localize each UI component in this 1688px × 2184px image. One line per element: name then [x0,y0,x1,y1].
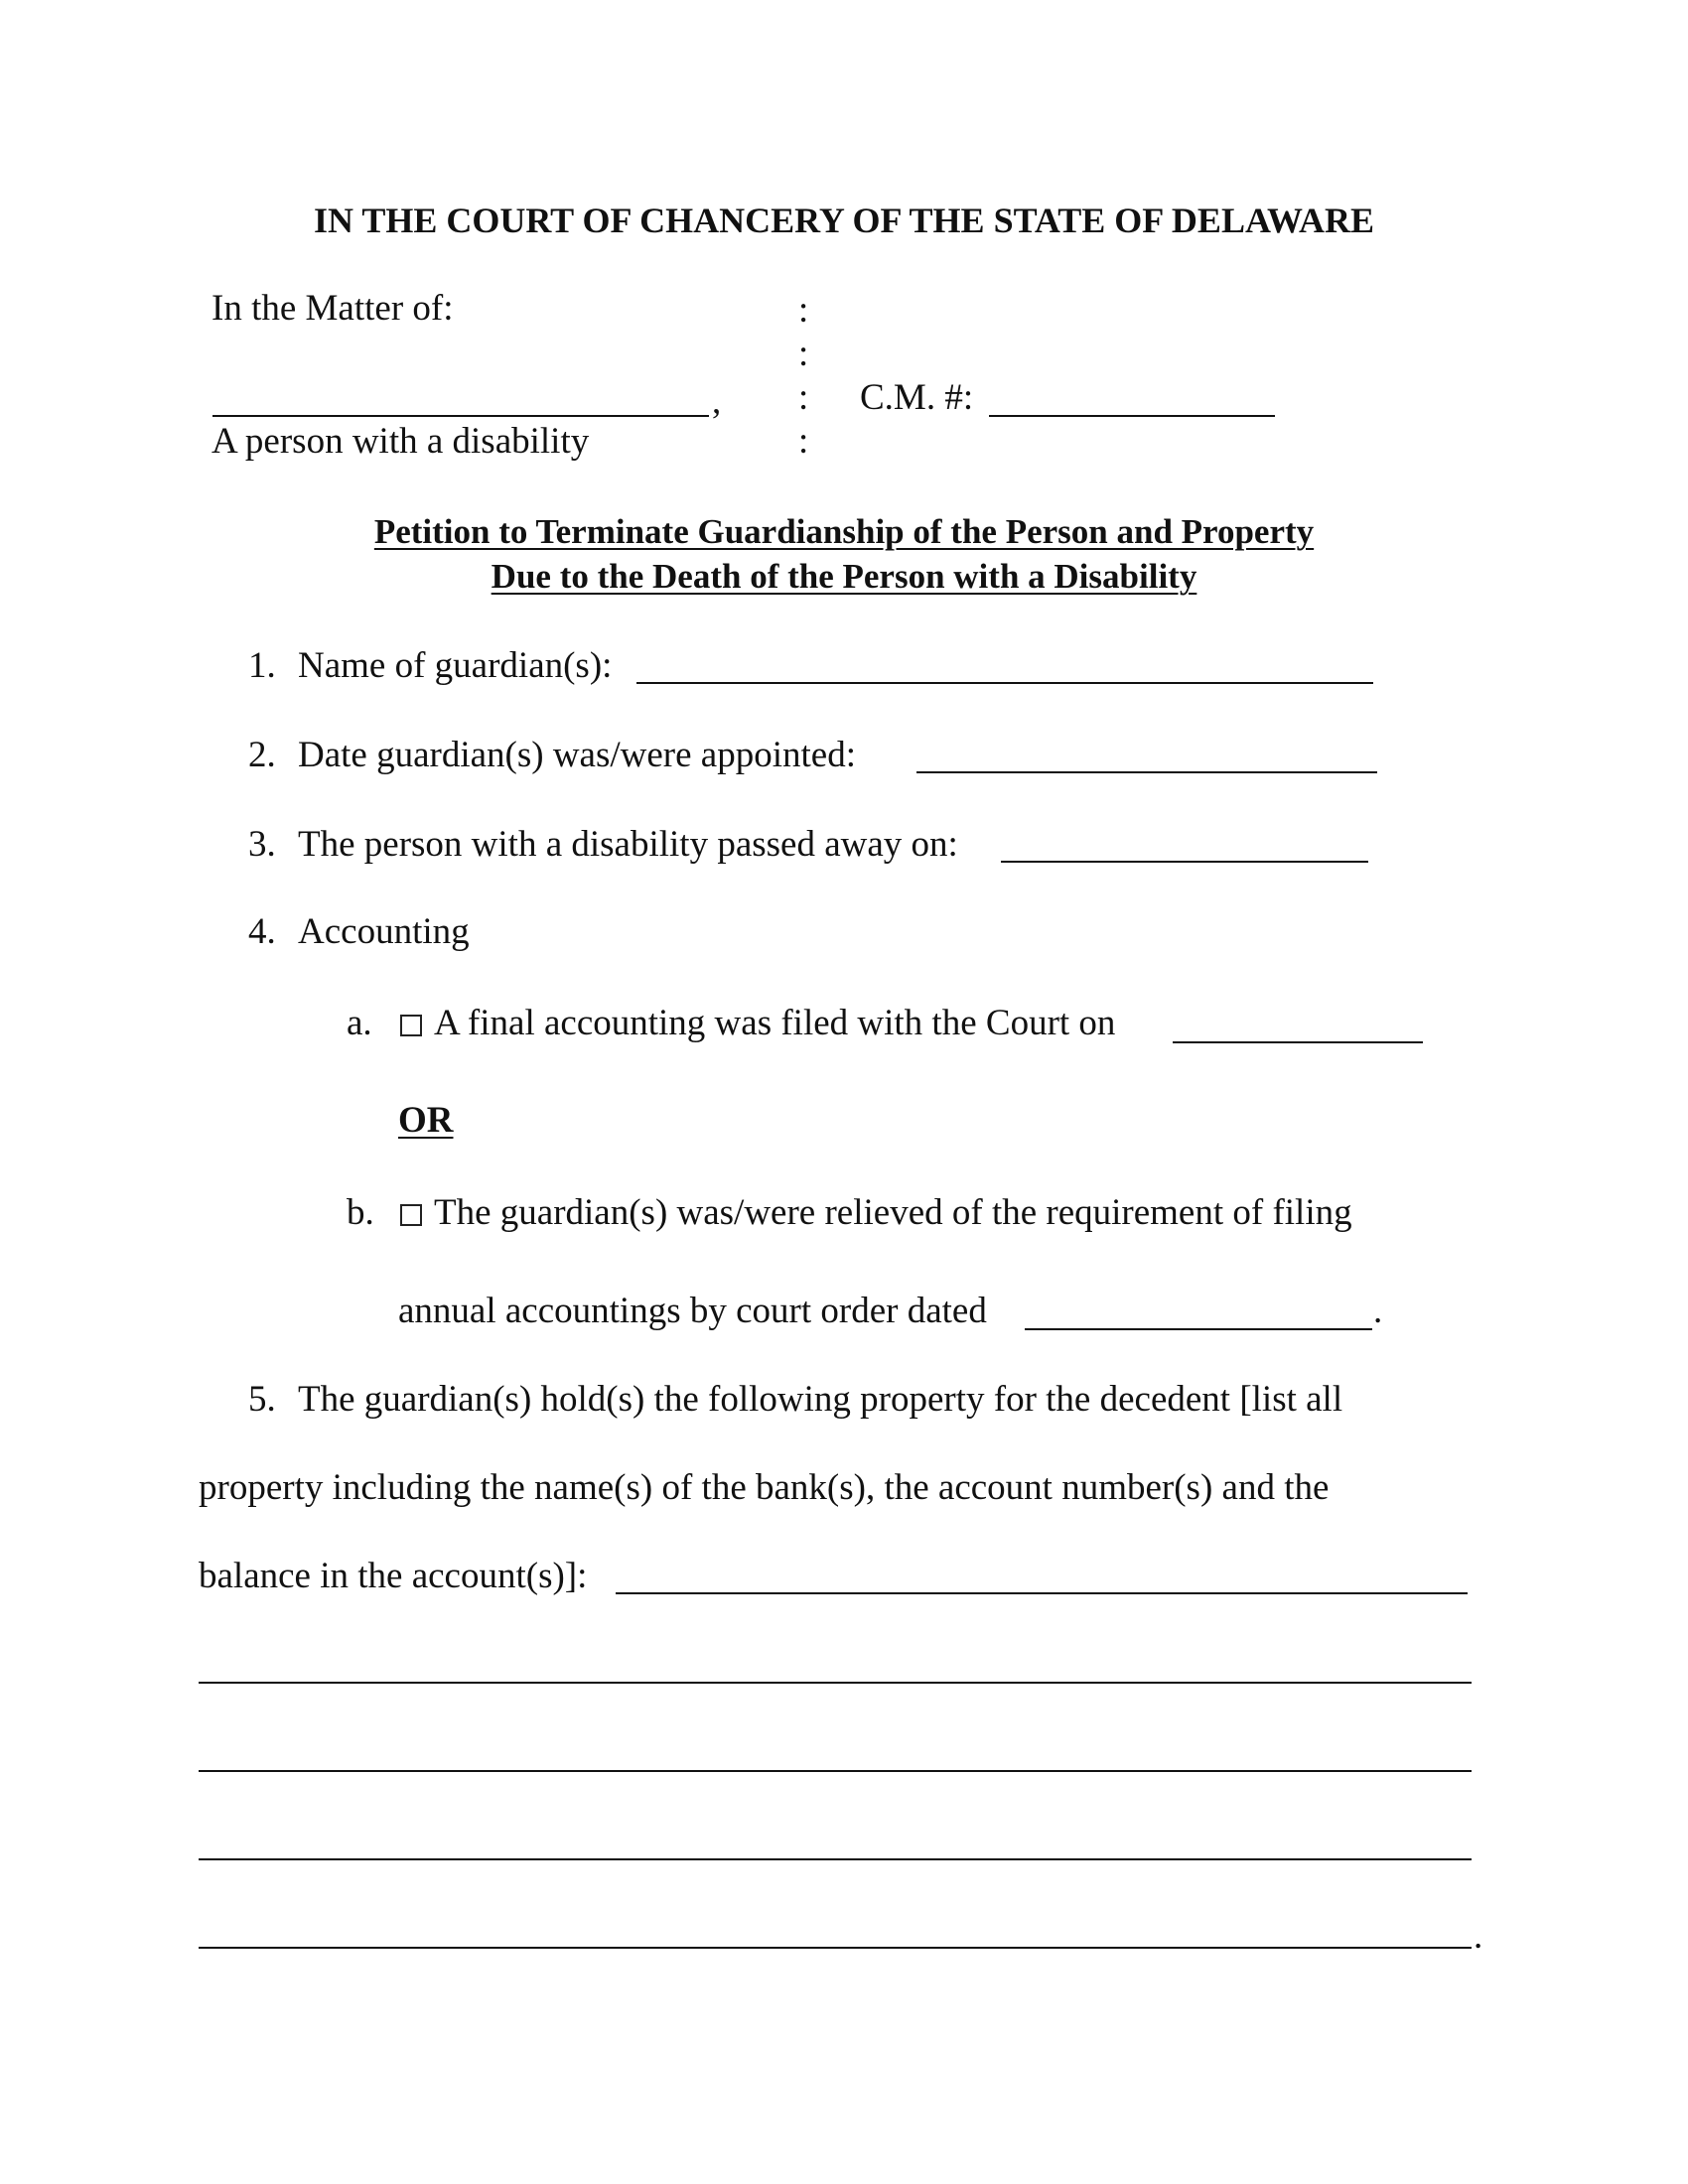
item-number: 3. [248,824,276,865]
item-number: 4. [248,911,276,952]
cm-number-label: C.M. #: [860,377,974,418]
property-blank[interactable] [199,1770,1472,1772]
petition-heading-line2: Due to the Death of the Person with a Disability [491,557,1197,596]
death-date-label: The person with a disability passed away on: [298,824,958,865]
guardian-name-blank[interactable] [636,682,1373,684]
final-accounting-date-blank[interactable] [1173,1041,1423,1043]
caption-separator: : [798,377,809,418]
relieved-checkbox[interactable] [400,1204,422,1226]
option-a-letter: a. [347,1003,372,1043]
option-a-row [400,1005,1115,1041]
person-label: A person with a disability [211,421,590,462]
final-accounting-text: A final accounting was filed with the Court on [434,1003,1116,1043]
relieved-text-continued: annual accountings by court order dated [398,1291,987,1331]
period: . [1474,1916,1483,1957]
item-number: 1. [248,645,276,686]
relieved-text: The guardian(s) was/were relieved of the requirement of filing [434,1192,1352,1233]
property-blank[interactable] [199,1682,1472,1684]
appointment-date-label: Date guardian(s) was/were appointed: [298,735,856,775]
caption-separator: : [798,421,809,462]
guardian-name-label: Name of guardian(s): [298,645,613,686]
property-blank[interactable] [616,1592,1468,1594]
period: . [1373,1291,1383,1331]
cm-number-blank[interactable] [989,415,1275,417]
caption-comma: , [712,381,722,422]
matter-label: In the Matter of: [211,288,454,329]
property-text-line3: balance in the account(s)]: [199,1556,588,1596]
court-title: IN THE COURT OF CHANCERY OF THE STATE OF DELAWARE [314,201,1374,240]
petition-heading-line1: Petition to Terminate Guardianship of the Person and Property [373,512,1315,551]
or-label: OR [398,1100,454,1141]
court-order-date-blank[interactable] [1025,1328,1372,1330]
final-accounting-checkbox[interactable] [400,1015,422,1036]
item-number: 2. [248,735,276,775]
option-b-row [400,1194,1352,1231]
property-blank[interactable] [199,1947,1472,1949]
person-name-blank[interactable] [212,415,709,417]
item-number: 5. [248,1379,276,1420]
accounting-label: Accounting [298,911,470,952]
caption-separator: : [798,334,809,374]
property-blank[interactable] [199,1858,1472,1860]
option-b-letter: b. [347,1192,374,1233]
property-text-line1: The guardian(s) hold(s) the following property for the decedent [list all [298,1379,1343,1420]
appointment-date-blank[interactable] [916,771,1377,773]
property-text-line2: property including the name(s) of the bank(s), the account number(s) and the [199,1467,1330,1508]
caption-separator: : [798,290,809,331]
death-date-blank[interactable] [1001,861,1368,863]
